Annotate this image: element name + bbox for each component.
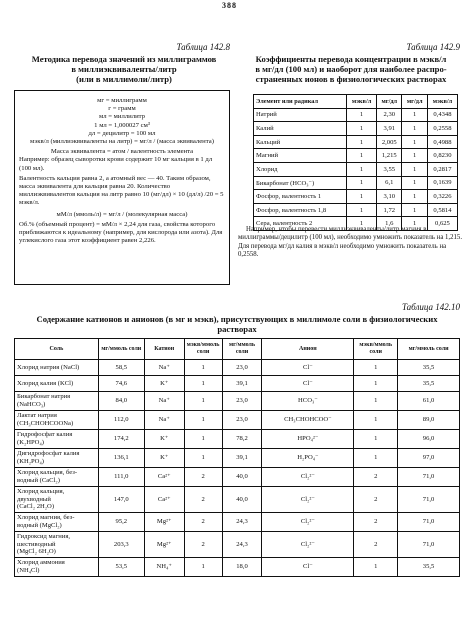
table-row bbox=[15, 532, 460, 558]
table-cell: 1 bbox=[347, 176, 377, 190]
salt-name-cell bbox=[15, 558, 99, 577]
table-cell: 6,1 bbox=[377, 176, 402, 190]
table-cell: Cl₂²⁻ bbox=[262, 468, 354, 487]
table-cell: 147,0 bbox=[98, 487, 144, 513]
table-cell: 1,215 bbox=[377, 149, 402, 163]
table-row bbox=[15, 430, 460, 449]
table-cell: Натрий bbox=[254, 108, 347, 122]
column-header: мэкв/л bbox=[347, 95, 377, 109]
table-cell: Cl⁻ bbox=[262, 376, 354, 392]
table-cell: 0,8230 bbox=[427, 149, 457, 163]
table-cell: 2 bbox=[354, 468, 398, 487]
table-cell: Магний bbox=[254, 149, 347, 163]
table-cell: 1 bbox=[354, 376, 398, 392]
table-cell: 2 bbox=[184, 513, 222, 532]
table-cell: 1,72 bbox=[377, 203, 402, 217]
table-cell: 1 bbox=[354, 360, 398, 376]
salt-name-line: (NaHCO₃) bbox=[17, 401, 46, 408]
table-cell: 1 bbox=[347, 122, 377, 136]
table-cell: Ca²⁺ bbox=[144, 468, 184, 487]
table-cell: 61,0 bbox=[398, 392, 460, 411]
page-number: 388 bbox=[222, 1, 237, 10]
table-cell: 0,2558 bbox=[427, 122, 457, 136]
table-cell: Na⁺ bbox=[144, 360, 184, 376]
salt-name-line: шестиводный bbox=[17, 540, 56, 548]
salt-name-line: (MgCl₂ 6H₂O) bbox=[17, 548, 56, 556]
salt-name-cell bbox=[15, 376, 99, 392]
salt-name-line: водный (CaCl₂) bbox=[17, 477, 60, 484]
table-row bbox=[15, 411, 460, 430]
definition-line: мг = миллиграмм bbox=[97, 97, 147, 104]
table-142-8-caption: Таблица 142.8 bbox=[176, 42, 230, 52]
table-cell: 1 bbox=[347, 108, 377, 122]
table-cell: 112,0 bbox=[98, 411, 144, 430]
table-cell: Cl₂²⁻ bbox=[262, 532, 354, 558]
table-row bbox=[254, 149, 458, 163]
table-cell: NH₄⁺ bbox=[144, 558, 184, 577]
table-cell: 1 bbox=[184, 392, 222, 411]
table-cell: 1 bbox=[184, 558, 222, 577]
table-cell: 1 bbox=[402, 135, 427, 149]
conversion-factors-table bbox=[253, 94, 458, 231]
salt-name-line: Хлорид натрия (NaCl) bbox=[17, 363, 80, 371]
table-cell: Хлорид bbox=[254, 162, 347, 176]
table-cell: Mg²⁺ bbox=[144, 513, 184, 532]
method-paragraph: мМ/л (ммоль/л) = мг/л / (молекулярная масса) bbox=[56, 210, 188, 218]
table-142-9-title: Коэффициенты перевода концентрации в мэкв/л в мг/дл (100 мл) и наоборот для наиболее распро- страненных ионов в физиологических растворах bbox=[255, 54, 447, 84]
table-cell: 24,3 bbox=[222, 532, 262, 558]
salt-name-line: Хлорид аммония bbox=[17, 559, 65, 567]
definition-line: 1 мл = 1,000027 см³ bbox=[94, 121, 150, 129]
table-cell: 0,3226 bbox=[427, 190, 457, 204]
table-cell: CH₃CHOHCOO⁻ bbox=[262, 411, 354, 430]
table-cell: 1 bbox=[184, 376, 222, 392]
table-cell: Mg²⁺ bbox=[144, 532, 184, 558]
table-cell: 0,2817 bbox=[427, 162, 457, 176]
table-cell: 2,30 bbox=[377, 108, 402, 122]
table-cell: 71,0 bbox=[398, 532, 460, 558]
column-header: Катион bbox=[144, 339, 184, 360]
table-142-9-note: Например, чтобы перевести миллиэквиваленты/литр магния в миллиграммы/децилитр (100 мл), необходимо умножить показатель на 1,215. Для перевода мг/дл калия в мэкв/л необходимо умножить показатель на 0,2558. bbox=[238, 226, 463, 258]
table-row bbox=[254, 108, 458, 122]
column-header: мэкв/л bbox=[427, 95, 457, 109]
salt-name-line: Лактат натрия bbox=[17, 412, 57, 420]
definition-line: мэкв/л (миллиэквиваленты на литр) = мг/л / (масса эквивалента) bbox=[30, 138, 214, 146]
table-cell: 1 bbox=[402, 162, 427, 176]
table-cell: 1 bbox=[347, 190, 377, 204]
salt-name-line: двухводный bbox=[17, 495, 51, 503]
table-cell: 2 bbox=[354, 487, 398, 513]
table-cell: 74,6 bbox=[98, 376, 144, 392]
table-cell: 1 bbox=[402, 203, 427, 217]
table-cell: Cl₂²⁻ bbox=[262, 513, 354, 532]
table-cell: 0,4348 bbox=[427, 108, 457, 122]
table-cell: 1 bbox=[402, 217, 427, 231]
table-cell: 2,005 bbox=[377, 135, 402, 149]
column-header: мг/ммоль соли bbox=[398, 339, 460, 360]
column-header: мг/дл bbox=[402, 95, 427, 109]
table-cell: 40,0 bbox=[222, 468, 262, 487]
table-cell: K⁺ bbox=[144, 430, 184, 449]
column-header: мг/ммоль соли bbox=[222, 339, 262, 360]
table-cell: K⁺ bbox=[144, 449, 184, 468]
table-cell: 97,0 bbox=[398, 449, 460, 468]
table-cell: Калий bbox=[254, 122, 347, 136]
table-cell: 40,0 bbox=[222, 487, 262, 513]
table-cell: 1 bbox=[347, 135, 377, 149]
table-row bbox=[254, 190, 458, 204]
column-header: мэкв/ммоль соли bbox=[184, 339, 222, 360]
table-cell: Cl₂²⁻ bbox=[262, 487, 354, 513]
method-paragraph: Например: образец сыворотки крови содержит 10 мг кальция в 1 дл (100 мл). bbox=[19, 156, 213, 172]
table-cell: 71,0 bbox=[398, 468, 460, 487]
table-cell: 1 bbox=[347, 203, 377, 217]
table-cell: 1 bbox=[184, 449, 222, 468]
table-header-row bbox=[15, 339, 460, 360]
method-paragraph: Об.% (объемный процент) = мМ/л × 2,24 для газа, свойства которого приближаются к идеальному (например, для кислорода или азота). Для углекислого газа этот коэффициент равен 2,226. bbox=[19, 220, 223, 245]
table-cell: 78,2 bbox=[222, 430, 262, 449]
salt-name-cell bbox=[15, 411, 99, 430]
table-cell: 84,0 bbox=[98, 392, 144, 411]
table-cell: 1 bbox=[354, 558, 398, 577]
column-header: мг/ммоль соли bbox=[98, 339, 144, 360]
table-cell: 203,3 bbox=[98, 532, 144, 558]
salt-name-cell bbox=[15, 532, 99, 558]
table-cell: 58,5 bbox=[98, 360, 144, 376]
table-row bbox=[15, 449, 460, 468]
salt-name-line: Хлорид магния, без- bbox=[17, 514, 75, 522]
definition-line: дл = децилитр = 100 мл bbox=[88, 129, 156, 137]
salt-name-line: Хлорид кальция, без- bbox=[17, 469, 78, 477]
table-row bbox=[254, 135, 458, 149]
salt-name-line: Гидрофосфат калия bbox=[17, 431, 73, 439]
salt-name-line: (CaCl₂ 2H₂O) bbox=[17, 503, 55, 511]
column-header: Элемент или радикал bbox=[254, 95, 347, 109]
salt-name-line: Хлорид калия (KCl) bbox=[17, 379, 74, 387]
salt-name-cell bbox=[15, 360, 99, 376]
table-cell: 23,0 bbox=[222, 392, 262, 411]
table-cell: 1 bbox=[347, 217, 377, 231]
table-cell: 1 bbox=[184, 430, 222, 449]
table-cell: 1 bbox=[354, 411, 398, 430]
table-row bbox=[15, 513, 460, 532]
salt-name-line: Бикарбонат натрия bbox=[17, 393, 71, 401]
table-cell: 23,0 bbox=[222, 411, 262, 430]
conversion-method-box bbox=[14, 90, 230, 285]
table-cell: 174,2 bbox=[98, 430, 144, 449]
table-cell: 1 bbox=[347, 162, 377, 176]
table-cell: 2 bbox=[354, 513, 398, 532]
table-142-9-caption: Таблица 142.9 bbox=[406, 42, 460, 52]
table-cell: 3,91 bbox=[377, 122, 402, 136]
table-cell: 39,1 bbox=[222, 376, 262, 392]
salt-name-cell bbox=[15, 449, 99, 468]
column-header: мг/дл bbox=[377, 95, 402, 109]
table-142-8-title: Методика перевода значений из миллиграммов в миллиэквиваленты/литр (или в миллимоли/литр) bbox=[31, 54, 217, 84]
table-cell: 71,0 bbox=[398, 513, 460, 532]
table-cell: 1 bbox=[402, 176, 427, 190]
table-cell: 23,0 bbox=[222, 360, 262, 376]
table-cell: 71,0 bbox=[398, 487, 460, 513]
table-cell: Кальций bbox=[254, 135, 347, 149]
table-cell: 111,0 bbox=[98, 468, 144, 487]
table-cell: 0,5814 bbox=[427, 203, 457, 217]
salt-name-line: (K₂HPO₄) bbox=[17, 439, 44, 446]
table-cell: 53,5 bbox=[98, 558, 144, 577]
table-cell: 39,1 bbox=[222, 449, 262, 468]
table-cell: 1 bbox=[184, 360, 222, 376]
table-row bbox=[15, 360, 460, 376]
table-cell: 0,4988 bbox=[427, 135, 457, 149]
table-row bbox=[15, 558, 460, 577]
table-cell: 0,1639 bbox=[427, 176, 457, 190]
salt-name-cell bbox=[15, 513, 99, 532]
salt-name-line: Дигидрофосфат калия bbox=[17, 450, 80, 458]
column-header: Соль bbox=[15, 339, 99, 360]
table-cell: HPO₄²⁻ bbox=[262, 430, 354, 449]
table-cell: 35,5 bbox=[398, 558, 460, 577]
table-cell: 2 bbox=[184, 487, 222, 513]
salt-ions-table bbox=[14, 338, 460, 577]
salt-name-line: (CH₃CHOHCOONa) bbox=[17, 420, 74, 427]
table-cell: 1 bbox=[402, 149, 427, 163]
table-cell: 18,0 bbox=[222, 558, 262, 577]
table-cell: Фосфор, валентность 1 bbox=[254, 190, 347, 204]
table-cell: HCO₃⁻ bbox=[262, 392, 354, 411]
table-header-row bbox=[254, 95, 458, 109]
method-paragraph: Масса эквивалента = атом / валентность элемента bbox=[50, 148, 194, 156]
table-142-10-title: Содержание катионов и анионов (в мг и мэкв), присутствующих в миллимоле соли в физиологических растворах bbox=[36, 314, 438, 334]
table-142-10-caption: Таблица 142.10 bbox=[401, 302, 460, 312]
table-cell: 96,0 bbox=[398, 430, 460, 449]
table-cell: Бикарбонат (HCO₃⁻) bbox=[254, 176, 347, 190]
table-row bbox=[15, 468, 460, 487]
definition-line: г = грамм bbox=[108, 105, 136, 113]
table-cell: 1 bbox=[402, 190, 427, 204]
salt-name-line: Хлорид кальция, bbox=[17, 488, 65, 496]
table-row bbox=[15, 392, 460, 411]
table-cell: Na⁺ bbox=[144, 411, 184, 430]
table-cell: 1 bbox=[402, 122, 427, 136]
table-cell: 1 bbox=[347, 149, 377, 163]
table-cell: 95,2 bbox=[98, 513, 144, 532]
table-cell: Фосфор, валентность 1,8 bbox=[254, 203, 347, 217]
table-cell: 24,3 bbox=[222, 513, 262, 532]
table-cell: 136,1 bbox=[98, 449, 144, 468]
table-cell: 2 bbox=[184, 468, 222, 487]
table-cell: H₂PO₄⁻ bbox=[262, 449, 354, 468]
table-cell: K⁺ bbox=[144, 376, 184, 392]
table-row bbox=[254, 203, 458, 217]
table-cell: 1 bbox=[354, 392, 398, 411]
table-row bbox=[15, 487, 460, 513]
definition-line: мл = миллилитр bbox=[98, 113, 145, 121]
table-cell: Ca²⁺ bbox=[144, 487, 184, 513]
table-row bbox=[254, 162, 458, 176]
table-cell: 1 bbox=[184, 411, 222, 430]
table-cell: 1 bbox=[402, 108, 427, 122]
table-cell: 89,0 bbox=[398, 411, 460, 430]
salt-name-cell bbox=[15, 392, 99, 411]
table-cell: Cl⁻ bbox=[262, 360, 354, 376]
salt-name-line: (KH₂PO₄) bbox=[17, 458, 44, 465]
table-row bbox=[254, 122, 458, 136]
table-cell: 35,5 bbox=[398, 376, 460, 392]
salt-name-line: (NH₄Cl) bbox=[17, 567, 40, 574]
salt-name-line: Гидроксид магния, bbox=[17, 533, 71, 541]
table-cell: 0,625 bbox=[427, 217, 457, 231]
table-cell: 35,5 bbox=[398, 360, 460, 376]
table-cell: 1 bbox=[354, 449, 398, 468]
table-cell: 1 bbox=[354, 430, 398, 449]
salt-name-line: водный (MgCl₂) bbox=[17, 522, 62, 529]
table-row bbox=[254, 176, 458, 190]
table-cell: Cl⁻ bbox=[262, 558, 354, 577]
method-paragraph: Валентность кальция равна 2, а атомный вес — 40. Таким образом, масса эквивалента для кальция равна 20. Количество миллиэквивалентов кальция на литр равно 10 (мг/дл) × 10 (дл/л) /20 = 5 мэкв/л. bbox=[19, 174, 224, 207]
table-cell: 3,55 bbox=[377, 162, 402, 176]
table-cell: 2 bbox=[354, 532, 398, 558]
table-cell: Na⁺ bbox=[144, 392, 184, 411]
salt-name-cell bbox=[15, 430, 99, 449]
table-cell: Сера, валентность 2 bbox=[254, 217, 347, 231]
table-cell: 3,10 bbox=[377, 190, 402, 204]
table-row bbox=[15, 376, 460, 392]
column-header: мэкв/ммоль соли bbox=[354, 339, 398, 360]
column-header: Анион bbox=[262, 339, 354, 360]
salt-name-cell bbox=[15, 468, 99, 487]
salt-name-cell bbox=[15, 487, 99, 513]
table-cell: 2 bbox=[184, 532, 222, 558]
table-cell: 1,6 bbox=[377, 217, 402, 231]
